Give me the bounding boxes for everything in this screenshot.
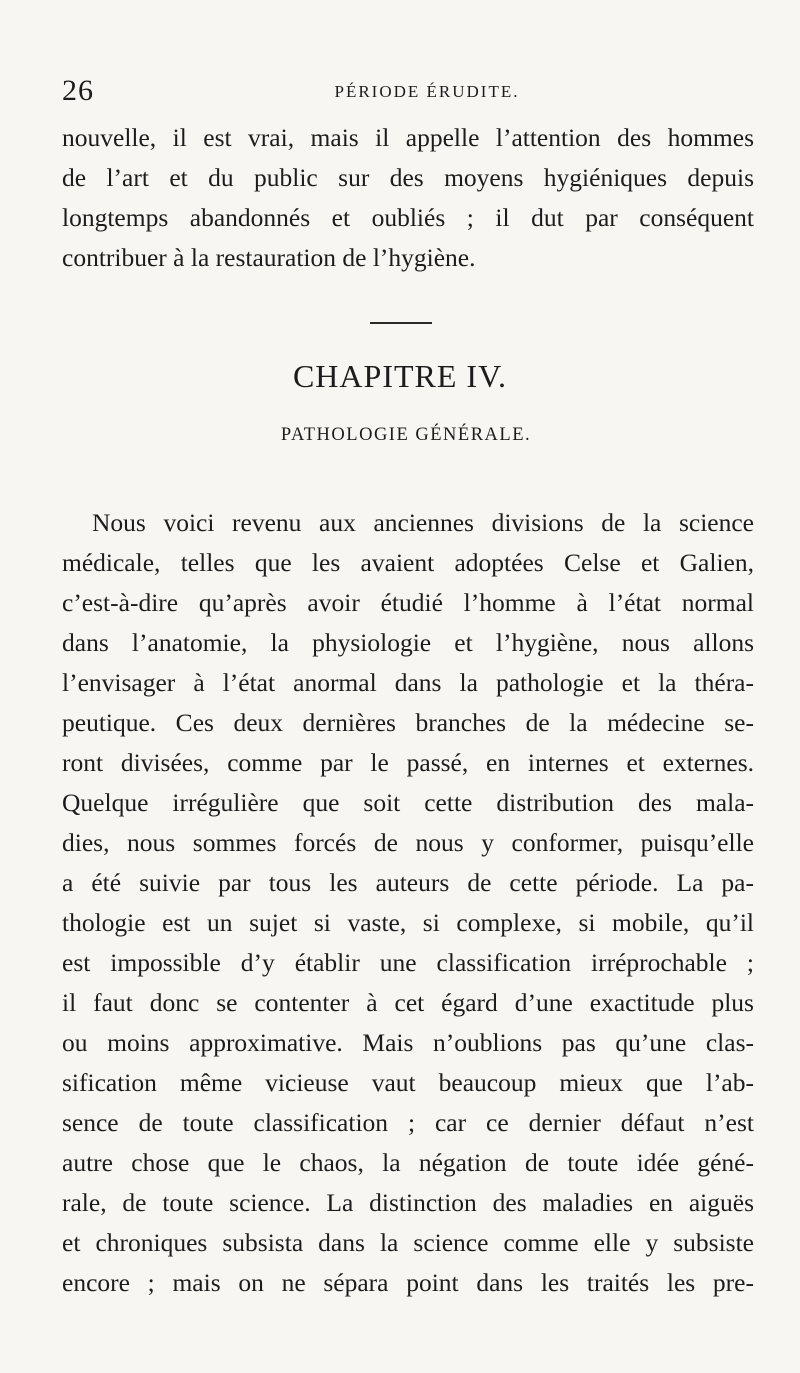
chapter-title: CHAPITRE IV. bbox=[292, 358, 508, 394]
section-divider bbox=[370, 322, 432, 324]
text-line: est impossible d’y établir une classification irréprochable ; bbox=[62, 948, 754, 977]
text-line: médicale, telles que les avaient adoptées Celse et Galien, bbox=[62, 548, 754, 577]
text-line: de l’art et du public sur des moyens hygiéniques depuis bbox=[62, 163, 754, 192]
text-line: sification même vicieuse vaut beaucoup mieux que l’ab- bbox=[62, 1068, 754, 1097]
text-line: encore ; mais on ne sépara point dans les traités les pre- bbox=[62, 1268, 754, 1297]
page-number: 26 bbox=[62, 74, 94, 107]
text-line: longtemps abandonnés et oubliés ; il dut par conséquent bbox=[62, 203, 754, 232]
running-title: PÉRIODE ÉRUDITE. bbox=[334, 82, 520, 101]
text-line: ront divisées, comme par le passé, en internes et externes. bbox=[62, 748, 754, 777]
text-line: dies, nous sommes forcés de nous y conformer, puisqu’elle bbox=[62, 828, 754, 857]
text-line: peutique. Ces deux dernières branches de la médecine se- bbox=[62, 708, 754, 737]
text-line: sence de toute classification ; car ce dernier défaut n’est bbox=[62, 1108, 754, 1137]
text-line: Nous voici revenu aux anciennes divisions de la science bbox=[92, 508, 754, 537]
text-line: il faut donc se contenter à cet égard d’une exactitude plus bbox=[62, 988, 754, 1017]
text-line: a été suivie par tous les auteurs de cette période. La pa- bbox=[62, 868, 754, 897]
body-paragraph bbox=[62, 503, 754, 1303]
page-header bbox=[62, 74, 752, 114]
chapter-subtitle: PATHOLOGIE GÉNÉRALE. bbox=[280, 425, 532, 445]
text-line: contribuer à la restauration de l’hygiène. bbox=[62, 243, 476, 272]
text-line: nouvelle, il est vrai, mais il appelle l’attention des hommes bbox=[62, 123, 754, 152]
text-line: autre chose que le chaos, la négation de toute idée géné- bbox=[62, 1148, 754, 1177]
text-line: ou moins approximative. Mais n’oublions pas qu’une clas- bbox=[62, 1028, 754, 1057]
text-line: c’est-à-dire qu’après avoir étudié l’homme à l’état normal bbox=[62, 588, 754, 617]
text-line: et chroniques subsista dans la science comme elle y subsiste bbox=[62, 1228, 754, 1257]
text-line: Quelque irrégulière que soit cette distribution des mala- bbox=[62, 788, 754, 817]
text-line: rale, de toute science. La distinction des maladies en aiguës bbox=[62, 1188, 754, 1217]
top-paragraph bbox=[62, 118, 754, 278]
text-line: thologie est un sujet si vaste, si complexe, si mobile, qu’il bbox=[62, 908, 754, 937]
text-line: l’envisager à l’état anormal dans la pathologie et la théra- bbox=[62, 668, 754, 697]
text-line: dans l’anatomie, la physiologie et l’hygiène, nous allons bbox=[62, 628, 754, 657]
